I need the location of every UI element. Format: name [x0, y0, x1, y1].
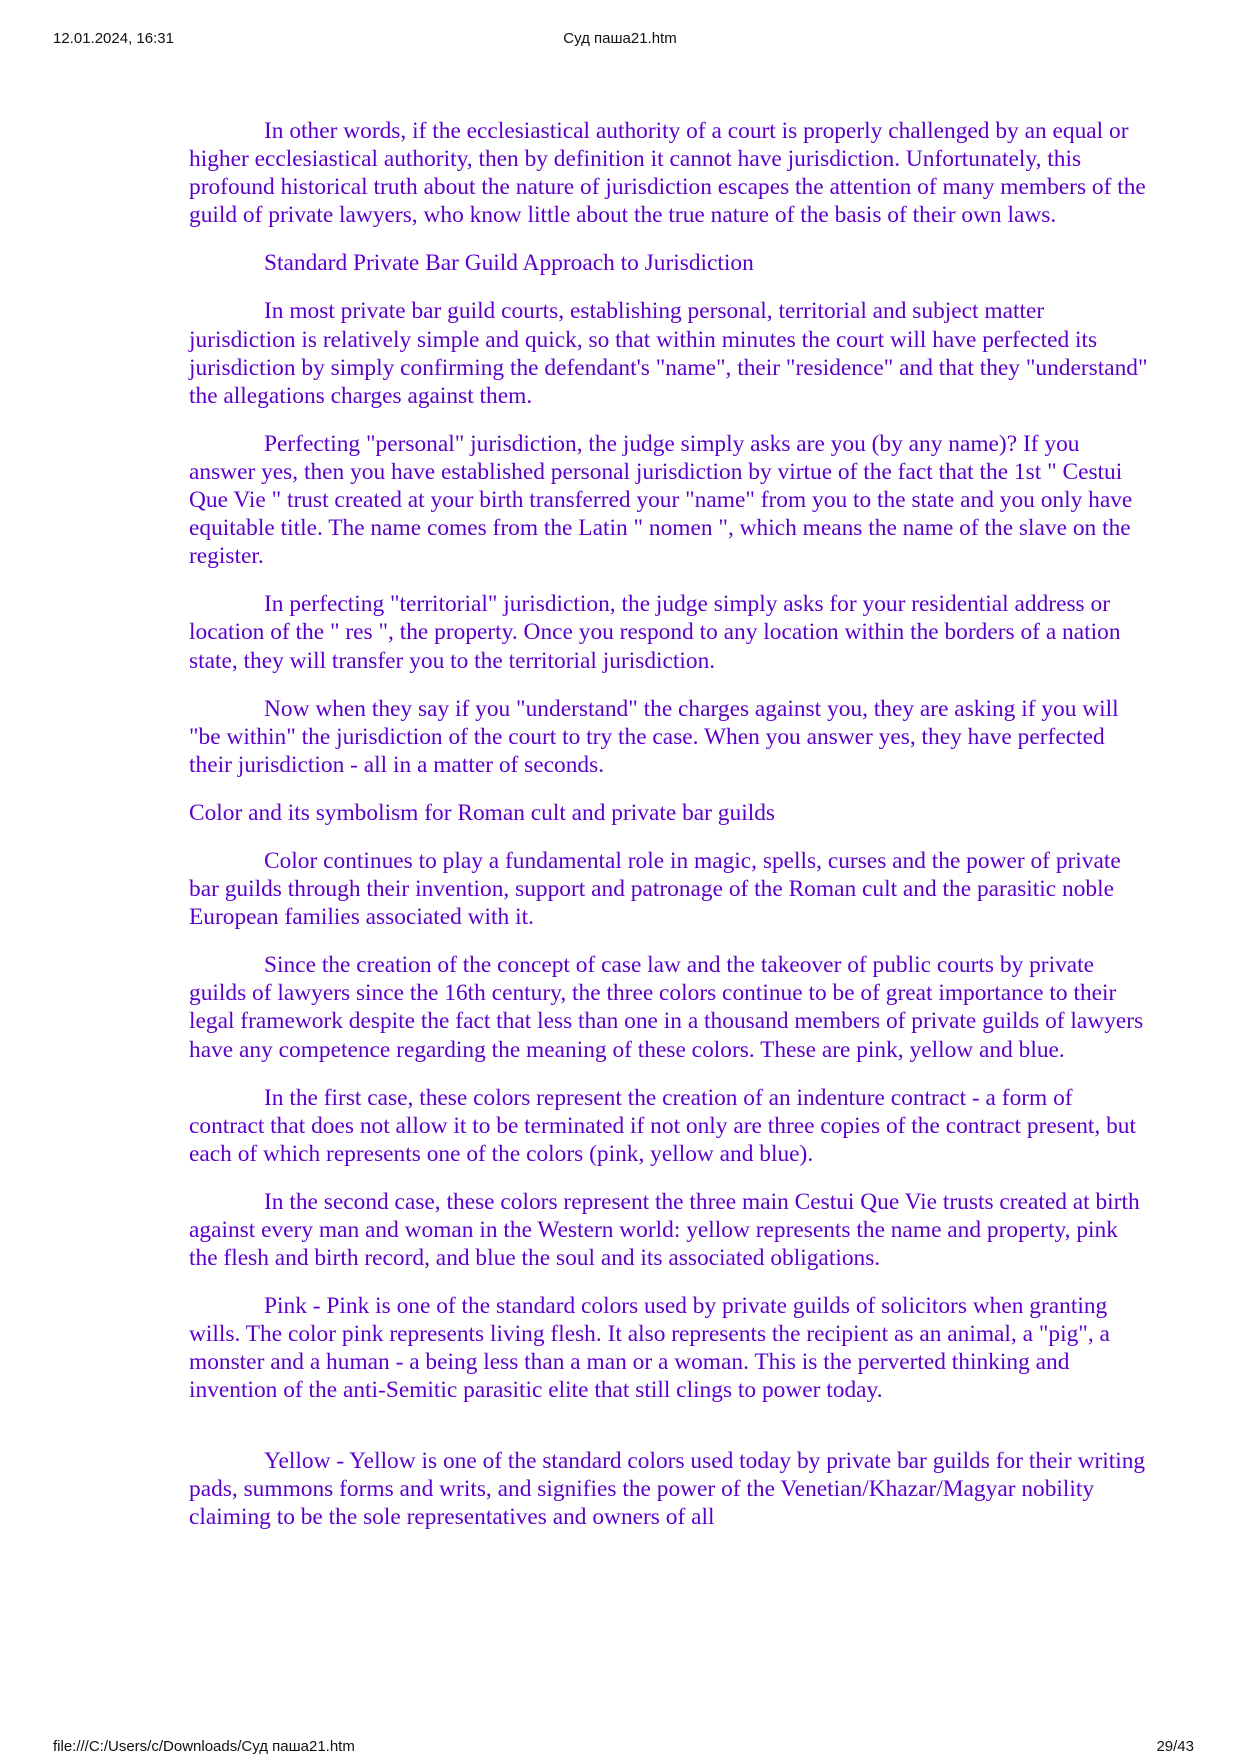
paragraph-jurisdiction-challenge: In other words, if the ecclesiastical authority of a court is properly challenged by an equal or higher ecclesiastical authority, then by definition it cannot have jurisdiction. Unfortunately, this profound historical truth about the nature of jurisdiction escapes the attention of many members of the guild of private lawyers, who know little about the true nature of the basis of their own laws.	[189, 118, 1146, 229]
document-title: Суд паша21.htm	[563, 30, 677, 47]
section-heading-color-symbolism: Color and its symbolism for Roman cult and private bar guilds	[189, 799, 775, 826]
paragraph-personal-jurisdiction: Perfecting "personal" jurisdiction, the judge simply asks are you (by any name)? If you answer yes, then you have established personal jurisdiction by virtue of the fact that the 1st " Cestui Que Vie " trust created at your birth transferred your "name" from you to the state and you only have equitable title. The name comes from the Latin " nomen ", which means the name of the slave on the register.	[189, 430, 1133, 570]
page-counter: 29/43	[1156, 1738, 1194, 1755]
paragraph-understand-charges: Now when they say if you "understand" the charges against you, they are asking if you will "be within" the jurisdiction of the court to try the case. When you answer yes, they have perfected their jurisdiction - all in a matter of seconds.	[189, 695, 1119, 778]
print-header	[0, 30, 1240, 52]
paragraph-color-role: Color continues to play a fundamental role in magic, spells, curses and the power of private bar guilds through their invention, support and patronage of the Roman cult and the parasitic noble European families associated with it.	[189, 847, 1121, 931]
paragraph-pink: Pink - Pink is one of the standard colors used by private guilds of solicitors when granting wills. The color pink represents living flesh. It also represents the recipient as an animal, a "pig", a monster and a human - a being less than a man or a woman. This is the perverted thinking and invention of the anti-Semitic parasitic elite that still clings to power today.	[189, 1293, 1110, 1404]
paragraph-three-colors: Since the creation of the concept of case law and the takeover of public courts by private guilds of lawyers since the 16th century, the three colors continue to be of great importance to their legal framework despite the fact that less than one in a thousand members of private guilds of lawyers have any competence regarding the meaning of these colors. These are pink, yellow and blue.	[189, 952, 1144, 1063]
document-body	[189, 117, 1149, 1551]
paragraph-guild-courts: In most private bar guild courts, establishing personal, territorial and subject matter jurisdiction is relatively simple and quick, so that within minutes the court will have perfected its jurisdiction by simply confirming the defendant's "name", their "residence" and that they "understand" the allegations charges against them.	[189, 298, 1148, 409]
paragraph-first-case: In the first case, these colors represent the creation of an indenture contract - a form of contract that does not allow it to be terminated if not only are three copies of the contract present, but each of which represents one of the colors (pink, yellow and blue).	[189, 1084, 1137, 1167]
print-footer	[0, 1738, 1240, 1760]
paragraph-yellow: Yellow - Yellow is one of the standard colors used today by private bar guilds for their writing pads, summons forms and writs, and signifies the power of the Venetian/Khazar/Magyar nobility claiming to be the sole representatives and owners of all	[189, 1447, 1146, 1530]
print-datetime: 12.01.2024, 16:31	[53, 30, 174, 47]
paragraph-second-case: In the second case, these colors represent the three main Cestui Que Vie trusts created at birth against every man and woman in the Western world: yellow represents the name and property, pink the flesh and birth record, and blue the soul and its associated obligations.	[189, 1188, 1140, 1272]
section-heading-standard-approach: Standard Private Bar Guild Approach to Jurisdiction	[264, 250, 754, 277]
paragraph-territorial-jurisdiction: In perfecting "territorial" jurisdiction, the judge simply asks for your residential address or location of the " res ", the property. Once you respond to any location within the borders of a nation state, they will transfer you to the territorial jurisdiction.	[189, 591, 1121, 674]
file-path: file:///C:/Users/c/Downloads/Суд паша21.htm	[53, 1738, 355, 1755]
